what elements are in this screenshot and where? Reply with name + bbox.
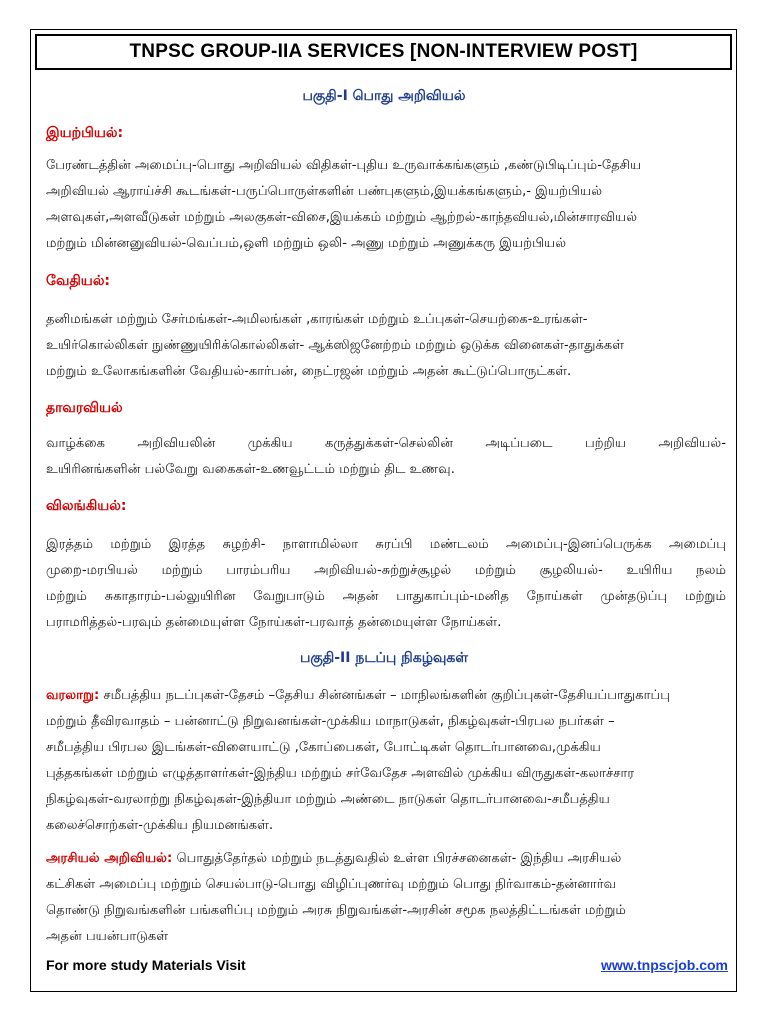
botany-heading: தாவரவியல் <box>46 400 123 416</box>
zoology-line: முறை-மரபியல் மற்றும் பாரம்பரிய அறிவியல்-சுற்றுச்சூழல் மற்றும் சூழலியல்- உயிரிய நலம் <box>46 563 726 578</box>
history-line-text: சமீபத்திய நடப்புகள்-தேசம் –தேசிய சின்னங்கள் – மாநிலங்களின் குறிப்புகள்-தேசியப்பாதுகாப்பு <box>99 688 670 703</box>
chemistry-paragraph <box>46 307 726 385</box>
zoology-line: பராமரித்தல்-பரவும் தன்மையுள்ள நோய்கள்-பரவாத் தன்மையுள்ள நோய்கள். <box>46 615 502 630</box>
chemistry-heading: வேதியல்: <box>46 273 111 289</box>
polity-line <box>46 846 726 872</box>
part1-heading: பகுதி-I பொது அறிவியல் <box>302 88 466 104</box>
chemistry-line: மற்றும் உலோகங்களின் வேதியல்-கார்பன், நைட்ரஜன் மற்றும் அதன் கூட்டுப்பொருட்கள். <box>46 364 572 379</box>
history-line: சமீபத்திய பிரபல இடங்கள்-விளையாட்டு ,கோப்பைகள், போட்டிகள் தொடர்பானவை,முக்கிய <box>46 740 601 755</box>
history-line: புத்தகங்கள் மற்றும் எழுத்தாளர்கள்-இந்திய மற்றும் சர்வேதேச அளவில் முக்கிய விருதுகள்-கலாச்சார <box>46 766 635 781</box>
physics-line: பேரண்டத்தின் அமைப்பு-பொது அறிவியல் விதிகள்-புதிய உருவாக்கங்களும் ,கண்டுபிடிப்பும்-தேசிய <box>46 158 642 173</box>
botany-line: உயிரினங்களின் பல்வேறு வகைகள்-உணவூட்டம் மற்றும் திட உணவு. <box>46 462 455 477</box>
polity-paragraph <box>46 846 726 950</box>
botany-paragraph <box>46 431 726 483</box>
title-bar <box>35 34 732 70</box>
physics-line: அளவுகள்,அளவீடுகள் மற்றும் அலகுகள்-விசை,இயக்கம் மற்றும் ஆற்றல்-காந்தவியல்,மின்சாரவியல் <box>46 210 638 225</box>
zoology-heading: விலங்கியல்: <box>46 498 127 514</box>
chemistry-line: தனிமங்கள் மற்றும் சேர்மங்கள்-அமிலங்கள் ,காரங்கள் மற்றும் உப்புகள்-செயற்கை-உரங்கள்- <box>46 312 588 327</box>
history-line: நிகழ்வுகள்-வரலாற்று நிகழ்வுகள்-இந்தியா மற்றும் அண்டை நாடுகள் தொடர்பானவை-சமீபத்திய <box>46 792 610 807</box>
history-line: மற்றும் தீவிரவாதம் – பன்னாட்டு நிறுவனங்கள்-முக்கிய மாநாடுகள், நிகழ்வுகள்-பிரபல நபர்கள் – <box>46 714 615 729</box>
botany-line: வாழ்க்கை அறிவியலின் முக்கிய கருத்துக்கள்-செல்லின் அடிப்படை பற்றிய அறிவியல்- <box>46 436 726 451</box>
history-heading: வரலாறு: <box>46 688 100 703</box>
polity-heading: அரசியல் அறிவியல்: <box>46 851 173 866</box>
physics-line: அறிவியல் ஆராய்ச்சி கூடங்கள்-பருப்பொருள்களின் பண்புகளும்,இயக்கங்களும்,- இயற்பியல் <box>46 184 603 199</box>
website-link[interactable]: www.tnpscjob.com <box>600 957 728 973</box>
page-title: TNPSC GROUP-IIA SERVICES [NON-INTERVIEW POST] <box>129 41 638 62</box>
chemistry-line: உயிர்கொல்லிகள் நுண்ணுயிரிக்கொல்லிகள்- ஆக்ஸிஜனேற்றம் மற்றும் ஒடுக்க வினைகள்-தாதுக்கள் <box>46 338 625 353</box>
polity-line: தொண்டு நிறுவங்களின் பங்களிப்பு மற்றும் அரசு நிறுவங்கள்-அரசின் சமூக நலத்திட்டங்கள் மற்றும் <box>46 903 626 918</box>
polity-line: அதன் பயன்பாடுகள் <box>46 929 169 944</box>
zoology-paragraph <box>46 532 726 636</box>
footer-text: For more study Materials Visit <box>46 957 246 973</box>
physics-line: மற்றும் மின்னனுவியல்-வெப்பம்,ஒளி மற்றும் ஒலி- அணு மற்றும் அணுக்கரு இயற்பியல் <box>46 236 567 251</box>
physics-paragraph <box>46 153 726 257</box>
zoology-line: இரத்தம் மற்றும் இரத்த சுழற்சி- நாளாமில்லா சுரப்பி மண்டலம் அமைப்பு-இனப்பெருக்க அமைப்பு <box>46 537 726 552</box>
polity-line-text: பொதுத்தேர்தல் மற்றும் நடத்துவதில் உள்ள பிரச்சனைகள்- இந்திய அரசியல் <box>172 851 622 866</box>
history-line: கலைச்சொற்கள்-முக்கிய நியமனங்கள். <box>46 818 274 833</box>
part2-heading: பகுதி-II நடப்பு நிகழ்வுகள் <box>300 650 468 666</box>
zoology-line: மற்றும் சுகாதாரம்-பல்லுயிரின வேறுபாடும் அதன் பாதுகாப்பும்-மனித நோய்கள் முன்தடுப்பு மற்றும் <box>46 589 726 604</box>
polity-line: கட்சிகள் அமைப்பு மற்றும் செயல்பாடு-பொது விழிப்புணர்வு மற்றும் பொது நிர்வாகம்-தன்னார்வ <box>46 877 617 892</box>
physics-heading: இயற்பியல்: <box>46 125 124 141</box>
history-line <box>46 683 726 709</box>
history-paragraph <box>46 683 726 839</box>
